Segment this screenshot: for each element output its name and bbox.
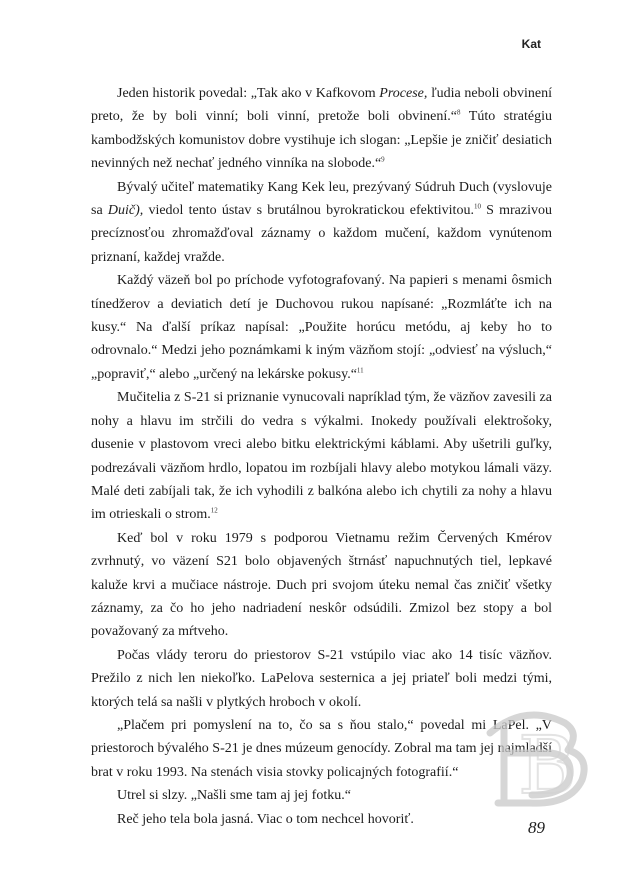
- italic-text: Duič),: [107, 203, 144, 219]
- footnote-reference: 10: [473, 202, 481, 211]
- text-run: „Plačem pri pomyslení na to, čo sa s ňou stalo,“ povedal mi LaPel. „V priestoroch bývalého S-21 je dnes múzeum genocídy. Zobral ma tam jej najmladší brat v roku 1993. Na stenách visia stovky policajných fotografií.“: [91, 717, 552, 780]
- running-head: Kat: [521, 37, 541, 51]
- footnote-reference: 12: [210, 506, 218, 515]
- paragraph: [91, 386, 552, 526]
- text-run: Mučitelia z S-21 si priznanie vynucovali napríklad tým, že väzňov zavesili za nohy a hlavu im strčili do vedra s výkalmi. Inokedy používali elektrošoky, dusenie v plastovom vreci alebo bitku elektrickými káblami. Aby ušetrili guľky, podrezávali väzňom hrdlo, lopatou im rozbíjali hlavy alebo motykou lámali väzy. Malé deti zabíjali tak, že ich vyhodili z balkóna alebo ich chytili za nohy a hlavu im otrieskali o strom.: [91, 390, 552, 523]
- text-run: Keď bol v roku 1979 s podporou Vietnamu režim Červených Kmérov zvrhnutý, vo väzení S21 bolo objavených štrnásť napuchnutých tiel, lepkavé kaluže krvi a mučiace nástroje. Duch pri svojom úteku nemal čas zničiť všetky záznamy, za čo ho jeho nadriadení neskôr odsúdili. Zmizol bez stopy a bol považovaný za mŕtveho.: [91, 530, 552, 640]
- text-run: S mrazivou precíznosťou zhromažďoval záznamy o každom mučení, každom vynútenom priznaní, každej vražde.: [91, 203, 552, 265]
- footnote-reference: 11: [356, 366, 364, 375]
- body-text: [91, 82, 552, 831]
- footnote-reference: 9: [381, 155, 385, 164]
- paragraph: [91, 269, 552, 386]
- paragraph: [91, 714, 552, 784]
- text-run: Utrel si slzy. „Našli sme tam aj jej fotku.“: [117, 788, 351, 804]
- paragraph: [91, 176, 552, 270]
- text-run: Reč jeho tela bola jasná. Viac o tom nechcel hovoriť.: [117, 811, 414, 827]
- paragraph: [91, 644, 552, 714]
- paragraph: [91, 527, 552, 644]
- svg-text:B: B: [518, 719, 577, 812]
- italic-text: Procese,: [379, 86, 428, 101]
- paragraph: [91, 808, 552, 831]
- text-run: ľudia neboli obvinení preto, že by boli vinní; boli vinní, pretože boli obvinení.“: [91, 86, 552, 125]
- paragraph: [91, 82, 552, 176]
- paragraph: [91, 784, 552, 807]
- text-run: Bývalý učiteľ matematiky Kang Kek leu, prezývaný Súdruh Duch (vyslovuje sa: [91, 179, 552, 219]
- page-number: 89: [528, 818, 545, 837]
- text-run: viedol tento ústav s brutálnou byrokratickou efektivitou.: [143, 203, 474, 219]
- footnote-reference: 8: [456, 108, 461, 117]
- text-run: Počas vlády teroru do priestorov S-21 vstúpilo viac ako 14 tisíc väzňov. Prežilo z nich len niekoľko. LaPelova sesternica a jej priateľ boli medzi tými, ktorých telá sa našli v plytkých hroboch v okolí.: [91, 647, 552, 710]
- text-run: Jeden historik povedal: „Tak ako v Kafkovom: [117, 86, 380, 101]
- text-run: Túto stratégiu kambodžských komunistov dobre vystihuje ich slogan: „Lepšie je zničiť desiatich nevinných než nechať jedného vinníka na slobode.“: [91, 109, 552, 172]
- text-run: Každý väzeň bol po príchode vyfotografovaný. Na papieri s menami ôsmich tínedžerov a deviatich detí je Duchovou rukou napísané: „Rozmláťte ich na kusy.“ Na ďalší príkaz napísal: „Použite horúcu metódu, aj keby ho to odrovnalo.“ Medzi jeho poznámkami k iným väzňom stojí: „odviesť na výsluch,“ „popraviť,“ alebo „určený na lekárske pokusy.“: [91, 273, 552, 382]
